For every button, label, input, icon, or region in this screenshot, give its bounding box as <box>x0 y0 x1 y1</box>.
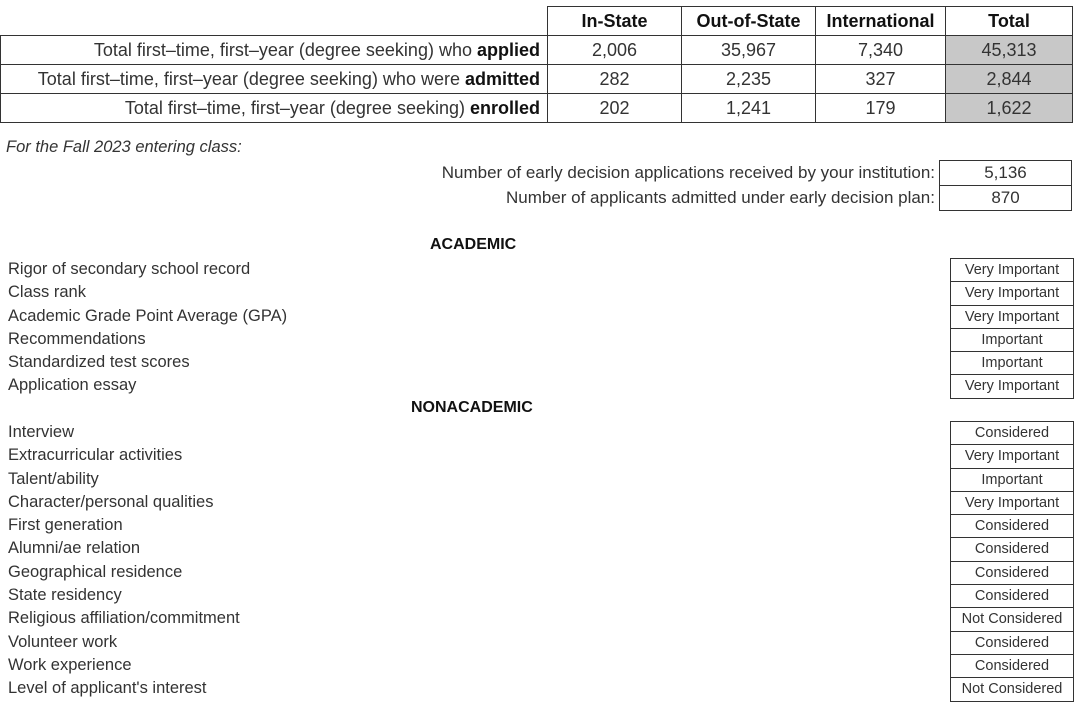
factor-row <box>0 514 1074 537</box>
factor-rating: Considered <box>950 631 1074 654</box>
cell-total: 1,622 <box>946 94 1073 123</box>
row-label-text: Total first–time, first–year (degree seeking) who <box>93 39 477 60</box>
factor-name: Recommendations <box>8 329 146 348</box>
factor-rating: Very Important <box>950 444 1074 467</box>
factor-row <box>0 491 1074 514</box>
factor-name: State residency <box>8 586 122 605</box>
early-decision-applications-row <box>0 160 1072 185</box>
header-blank-cell <box>1 7 548 36</box>
cell-total: 2,844 <box>946 65 1073 94</box>
factor-name: Interview <box>8 423 75 441</box>
factor-name: Geographical residence <box>8 562 183 581</box>
academic-factors-list <box>0 258 1074 398</box>
factor-row <box>0 468 1074 491</box>
table-row-enrolled <box>1 94 1073 123</box>
factor-name: Academic Grade Point Average (GPA) <box>8 306 288 325</box>
nonacademic-factors-list <box>0 421 1074 701</box>
factor-name: Class rank <box>8 283 86 302</box>
factor-row <box>0 444 1074 467</box>
early-decision-applications-label: Number of early decision applications received by your institution: <box>441 163 935 182</box>
cell-total: 45,313 <box>946 36 1073 65</box>
factor-row <box>0 607 1074 630</box>
factor-name: Character/personal qualities <box>8 492 214 511</box>
factor-rating: Considered <box>950 537 1074 560</box>
table-row-admitted <box>1 65 1073 94</box>
cell-in-state: 202 <box>548 94 682 123</box>
cell-in-state: 2,006 <box>548 36 682 65</box>
factor-row <box>0 258 1074 281</box>
early-decision-applications-value: 5,136 <box>939 160 1072 186</box>
factor-row <box>0 584 1074 607</box>
row-label-text: Total first–time, first–year (degree seeking) <box>124 97 470 118</box>
cell-international: 179 <box>816 94 946 123</box>
factor-name: Alumni/ae relation <box>8 539 141 558</box>
col-header-international: International <box>816 7 946 36</box>
factor-rating: Important <box>950 468 1074 491</box>
row-label-bold: enrolled <box>469 97 540 118</box>
admissions-table <box>0 6 1073 123</box>
early-decision-admitted-value: 870 <box>939 185 1072 211</box>
factor-name: Level of applicant's interest <box>8 679 207 698</box>
cell-international: 327 <box>816 65 946 94</box>
factor-name: Extracurricular activities <box>8 446 183 465</box>
col-header-in-state: In-State <box>548 7 682 36</box>
fall-class-note: For the Fall 2023 entering class: <box>6 138 242 156</box>
factor-row <box>0 281 1074 304</box>
factor-name: Volunteer work <box>8 632 118 651</box>
cell-in-state: 282 <box>548 65 682 94</box>
early-decision-admitted-row <box>0 185 1072 210</box>
factor-row <box>0 421 1074 444</box>
row-label-bold: admitted <box>464 68 540 89</box>
cell-international: 7,340 <box>816 36 946 65</box>
row-label-enrolled <box>1 94 548 123</box>
table-row-applied <box>1 36 1073 65</box>
factor-row <box>0 561 1074 584</box>
factor-name: First generation <box>8 516 123 535</box>
factor-row <box>0 374 1074 397</box>
factor-name: Talent/ability <box>8 469 99 488</box>
factor-rating: Not Considered <box>950 677 1074 701</box>
factor-row <box>0 351 1074 374</box>
factor-rating: Considered <box>950 584 1074 607</box>
factor-rating: Very Important <box>950 281 1074 304</box>
row-label-bold: applied <box>476 39 540 60</box>
academic-heading: ACADEMIC <box>430 236 517 253</box>
row-label-admitted <box>1 65 548 94</box>
factor-rating: Not Considered <box>950 607 1074 630</box>
factor-row <box>0 677 1074 700</box>
factor-rating: Considered <box>950 561 1074 584</box>
admissions-header-row <box>1 7 1073 36</box>
cell-out-of-state: 1,241 <box>682 94 816 123</box>
row-label-text: Total first–time, first–year (degree seeking) who were <box>37 68 465 89</box>
factor-name: Work experience <box>8 655 132 674</box>
factor-rating: Important <box>950 328 1074 351</box>
factor-name: Rigor of secondary school record <box>8 260 251 278</box>
nonacademic-heading: NONACADEMIC <box>411 399 533 416</box>
factor-rating: Considered <box>950 514 1074 537</box>
col-header-total: Total <box>946 7 1073 36</box>
factor-rating: Very Important <box>950 374 1074 398</box>
early-decision-admitted-label: Number of applicants admitted under early decision plan: <box>505 188 935 207</box>
factor-row <box>0 305 1074 328</box>
factor-row <box>0 328 1074 351</box>
col-header-out-of-state: Out-of-State <box>682 7 816 36</box>
factor-rating: Very Important <box>950 491 1074 514</box>
factor-row <box>0 654 1074 677</box>
factor-name: Religious affiliation/commitment <box>8 609 240 628</box>
factor-rating: Very Important <box>950 305 1074 328</box>
factor-name: Standardized test scores <box>8 353 190 372</box>
cell-out-of-state: 2,235 <box>682 65 816 94</box>
factor-rating: Very Important <box>950 258 1074 281</box>
row-label-applied <box>1 36 548 65</box>
factor-rating: Considered <box>950 421 1074 444</box>
factor-rating: Considered <box>950 654 1074 677</box>
factor-name: Application essay <box>8 376 137 395</box>
cell-out-of-state: 35,967 <box>682 36 816 65</box>
factor-row <box>0 537 1074 560</box>
factor-rating: Important <box>950 351 1074 374</box>
factor-row <box>0 631 1074 654</box>
